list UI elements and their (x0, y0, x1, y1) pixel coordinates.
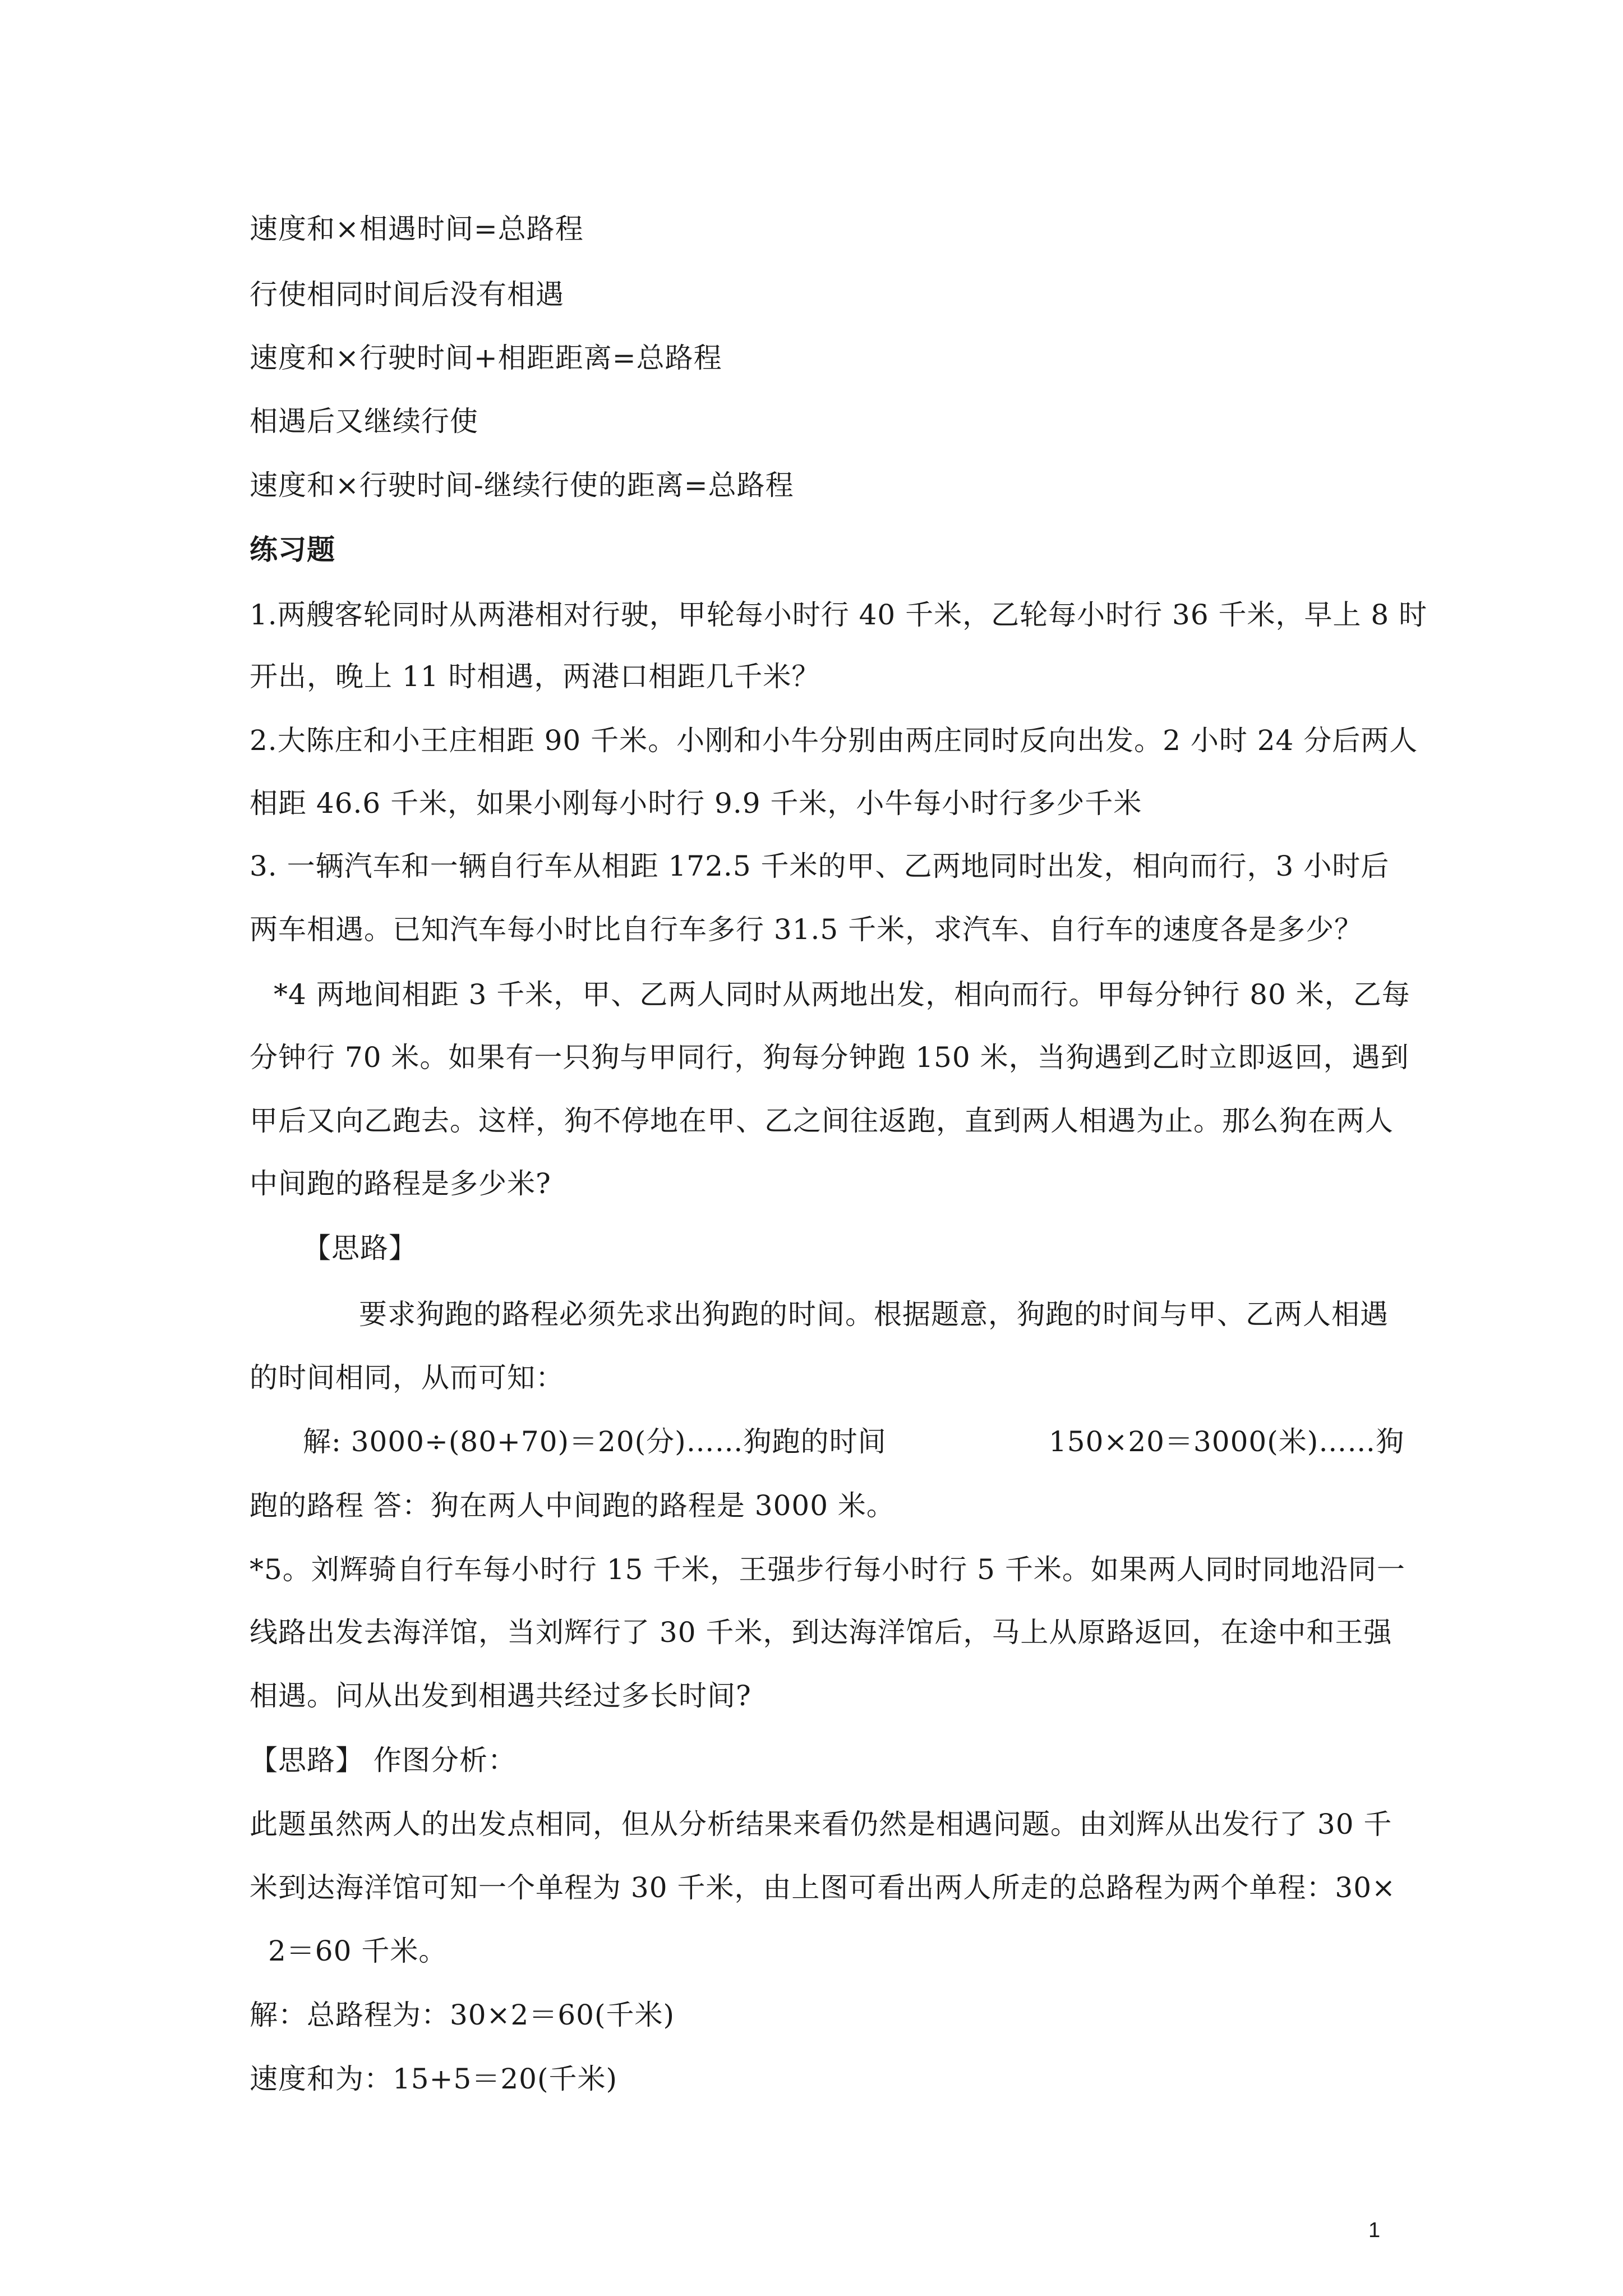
meet-formula: 速度和×相遇时间=总路程 (250, 213, 584, 245)
problem-5-line-3: 相遇。问从出发到相遇共经过多长时间? (250, 1680, 751, 1712)
problem-5-solution-line-1: 解：总路程为：30×2＝60(千米) (250, 1999, 675, 2031)
exercises-heading: 练习题 (250, 533, 335, 566)
problem-4-line-4: 中间跑的路程是多少米? (250, 1167, 551, 1200)
problem-3-line-2: 两车相遇。已知汽车每小时比自行车多行 31.5 千米，求汽车、自行车的速度各是多少？ (250, 913, 1363, 946)
problem-4-line-1: *4 两地间相距 3 千米，甲、乙两人同时从两地出发，相向而行。甲每分钟行 80 米，乙每 (274, 978, 1410, 1011)
problem-4-solution-line-2: 跑的路程 答：狗在两人中间跑的路程是 3000 米。 (250, 1489, 895, 1522)
problem-5-analysis-line-3: 2＝60 千米。 (268, 1935, 448, 1967)
problem-5-analysis-line-2: 米到达海洋馆可知一个单程为 30 千米，由上图可看出两人所走的总路程为两个单程：30× (250, 1871, 1396, 1904)
problem-4-hint-line-2: 的时间相同，从而可知： (250, 1361, 564, 1394)
after-meet-heading: 相遇后又继续行使 (250, 405, 478, 438)
problem-5-line-1: *5。刘辉骑自行车每小时行 15 千米，王强步行每小时行 5 千米。如果两人同时同地沿同一 (250, 1553, 1405, 1586)
problem-5-solution-line-2: 速度和为：15+5＝20(千米) (250, 2063, 617, 2095)
problem-3-line-1: 3. 一辆汽车和一辆自行车从相距 172.5 千米的甲、乙两地同时出发，相向而行，3 小时后 (250, 850, 1390, 882)
problem-4-hint-label: 【思路】 (303, 1232, 417, 1264)
problem-1-line-2: 开出，晚上 11 时相遇，两港口相距几千米？ (250, 660, 820, 693)
problem-5-analysis-line-1: 此题虽然两人的出发点相同，但从分析结果来看仍然是相遇问题。由刘辉从出发行了 30 千 (250, 1808, 1393, 1841)
problem-4-line-2: 分钟行 70 米。如果有一只狗与甲同行，狗每分钟跑 150 米，当狗遇到乙时立即返回，遇到 (250, 1041, 1409, 1074)
not-met-heading: 行使相同时间后没有相遇 (250, 278, 564, 311)
page-number: 1 (1368, 2219, 1381, 2242)
problem-2-line-1: 2.大陈庄和小王庄相距 90 千米。小刚和小牛分别由两庄同时反向出发。2 小时 24 分后两人 (250, 724, 1418, 757)
not-met-formula: 速度和×行驶时间+相距距离=总路程 (250, 342, 722, 374)
problem-4-solution-right: 150×20＝3000(米)……狗 (1049, 1425, 1405, 1458)
problem-2-line-2: 相距 46.6 千米，如果小刚每小时行 9.9 千米，小牛每小时行多少千米 (250, 787, 1142, 820)
problem-4-hint-line-1: 要求狗跑的路程必须先求出狗跑的时间。根据题意，狗跑的时间与甲、乙两人相遇 (359, 1298, 1389, 1331)
problem-4-line-3: 甲后又向乙跑去。这样，狗不停地在甲、乙之间往返跑，直到两人相遇为止。那么狗在两人 (250, 1105, 1394, 1137)
problem-4-solution-left: 解: 3000÷(80+70)＝20(分)……狗跑的时间 (303, 1425, 887, 1458)
problem-5-hint: 【思路】 作图分析： (250, 1744, 517, 1777)
after-meet-formula: 速度和×行驶时间-继续行使的距离=总路程 (250, 469, 794, 501)
problem-5-line-2: 线路出发去海洋馆，当刘辉行了 30 千米，到达海洋馆后，马上从原路返回，在途中和王强 (250, 1616, 1393, 1649)
problem-1-line-1: 1.两艘客轮同时从两港相对行驶，甲轮每小时行 40 千米，乙轮每小时行 36 千米，早上 8 时 (250, 599, 1428, 631)
